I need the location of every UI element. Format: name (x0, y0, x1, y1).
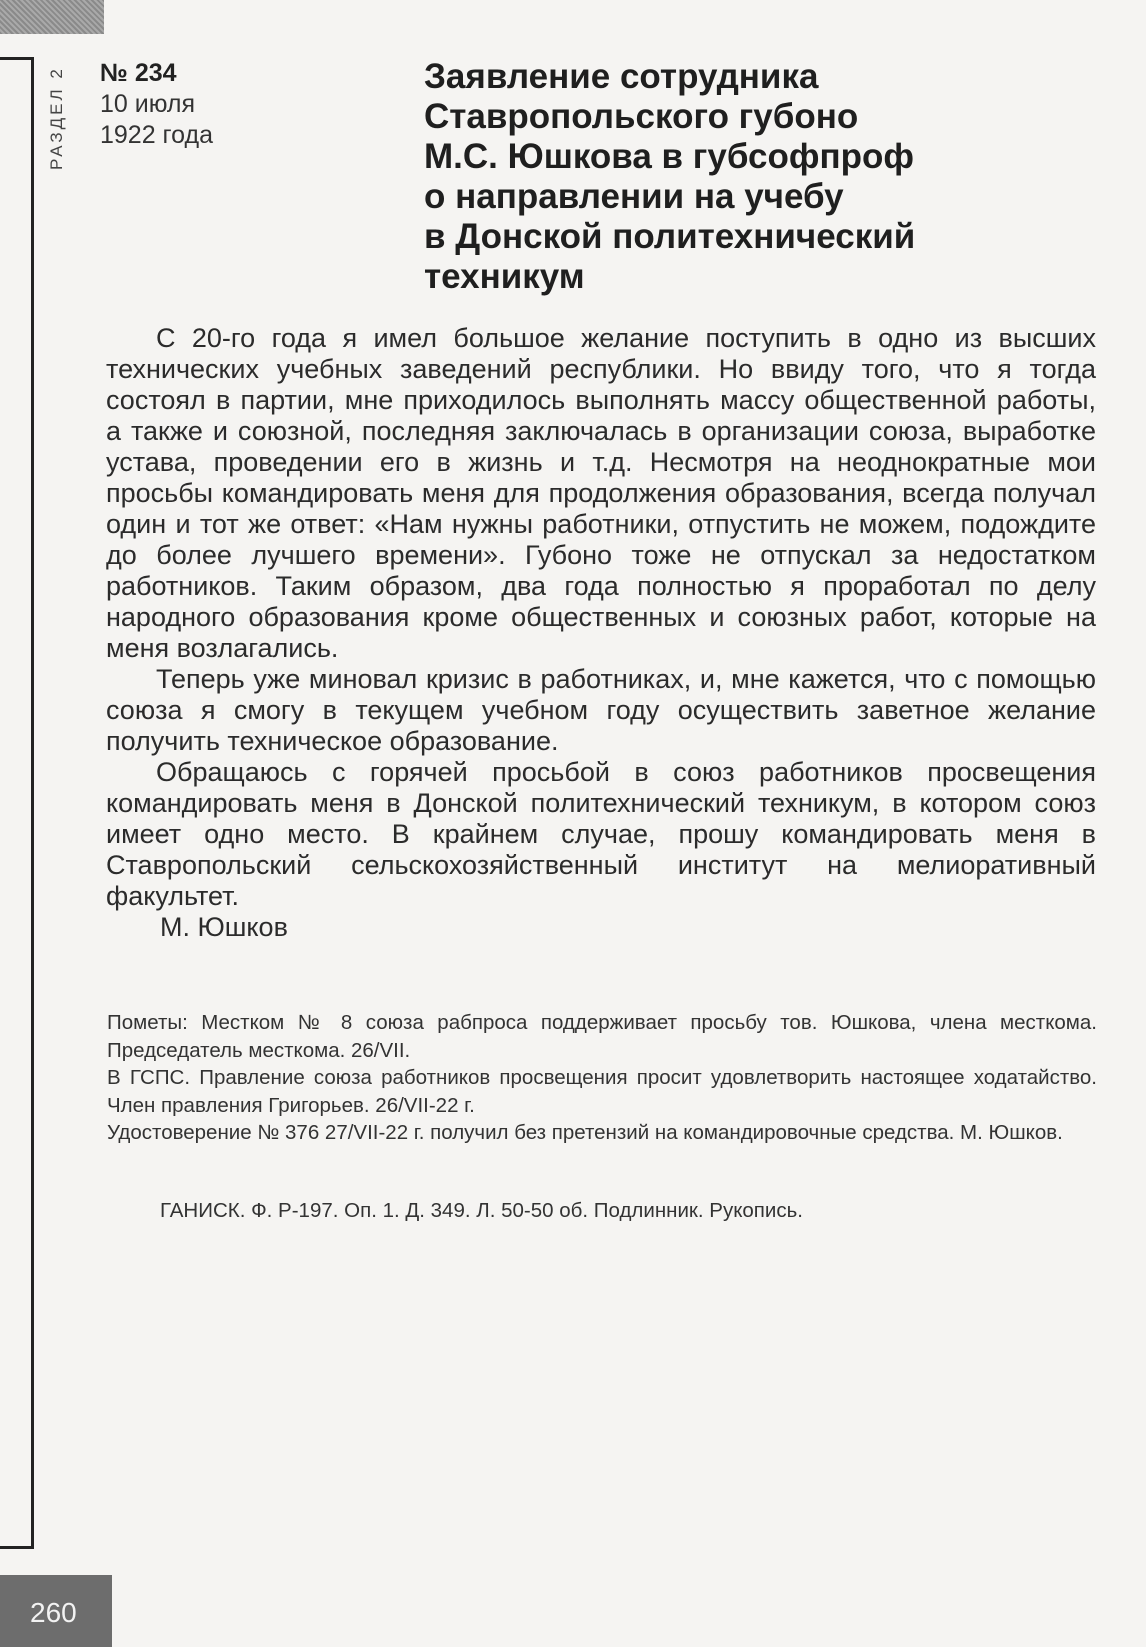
archive-reference: ГАНИСК. Ф. Р-197. Оп. 1. Д. 349. Л. 50-50 об. Подлинник. Рукопись. (160, 1199, 803, 1222)
section-label: РАЗДЕЛ 2 (47, 66, 66, 170)
title-line: Заявление сотрудника (424, 57, 819, 96)
document-number: № 234 (100, 59, 177, 87)
page-number: 260 (30, 1597, 77, 1628)
signature: М. Юшков (160, 912, 288, 942)
document-date-year: 1922 года (100, 121, 213, 149)
title-line: о направлении на учебу (424, 177, 844, 216)
body-paragraph: Обращаюсь с горячей просьбой в союз работников просвещения командировать меня в Донской политехнический техникум, в котором союз имеет одно место. В крайнем случае, прошу командировать меня в Ставропольский сельскохозяйственный институт на мелиоративный факультет. (106, 757, 1096, 911)
side-frame (0, 57, 34, 1549)
title-line: М.С. Юшкова в губсофпроф (424, 137, 914, 176)
document-meta (100, 58, 213, 151)
body-paragraph: С 20-го года я имел большое желание поступить в одно из высших технических учебных заведений республики. Но ввиду того, что я тогда состоял в партии, мне приходилось выполнять массу общественной работы, а также и союзной, последняя заключалась в организации союза, выработке устава, проведении его в жизнь и т.д. Несмотря на неоднократные мои просьбы командировать меня для продолжения образования, всегда получал один и тот же ответ: «Нам нужны работники, отпустить не можем, подождите до более лучшего времени». Губоно тоже не отпускал за недостатком работников. Таким образом, два года полностью я проработал по делу народного образования кроме общественных и союзных работ, которые на меня возлагались. (106, 323, 1096, 663)
document-date-day: 10 июля (100, 90, 196, 118)
corner-decoration (0, 0, 104, 34)
document-body (106, 323, 1096, 943)
note: Пометы: Местком № 8 союза рабпроса поддерживает просьбу тов. Юшкова, члена месткома. Председатель месткома. 26/VII. (107, 1011, 1097, 1062)
page-number-box (0, 1575, 112, 1647)
title-line: техникум (424, 257, 585, 296)
document-title (424, 57, 1044, 297)
title-line: Ставропольского губоно (424, 97, 859, 136)
body-paragraph: Теперь уже миновал кризис в работниках, и, мне кажется, что с помощью союза я смогу в текущем учебном году осуществить заветное желание получить техническое образование. (106, 664, 1096, 756)
note: В ГСПС. Правление союза работников просвещения просит удовлетворить настоящее ходатайство. Член правления Григорьев. 26/VII-22 г. (107, 1066, 1097, 1117)
note: Удостоверение № 376 27/VII-22 г. получил без претензий на командировочные средства. М. Юшков. (107, 1121, 1063, 1144)
title-line: в Донской политехнический (424, 217, 916, 256)
notes-section (107, 1009, 1097, 1147)
